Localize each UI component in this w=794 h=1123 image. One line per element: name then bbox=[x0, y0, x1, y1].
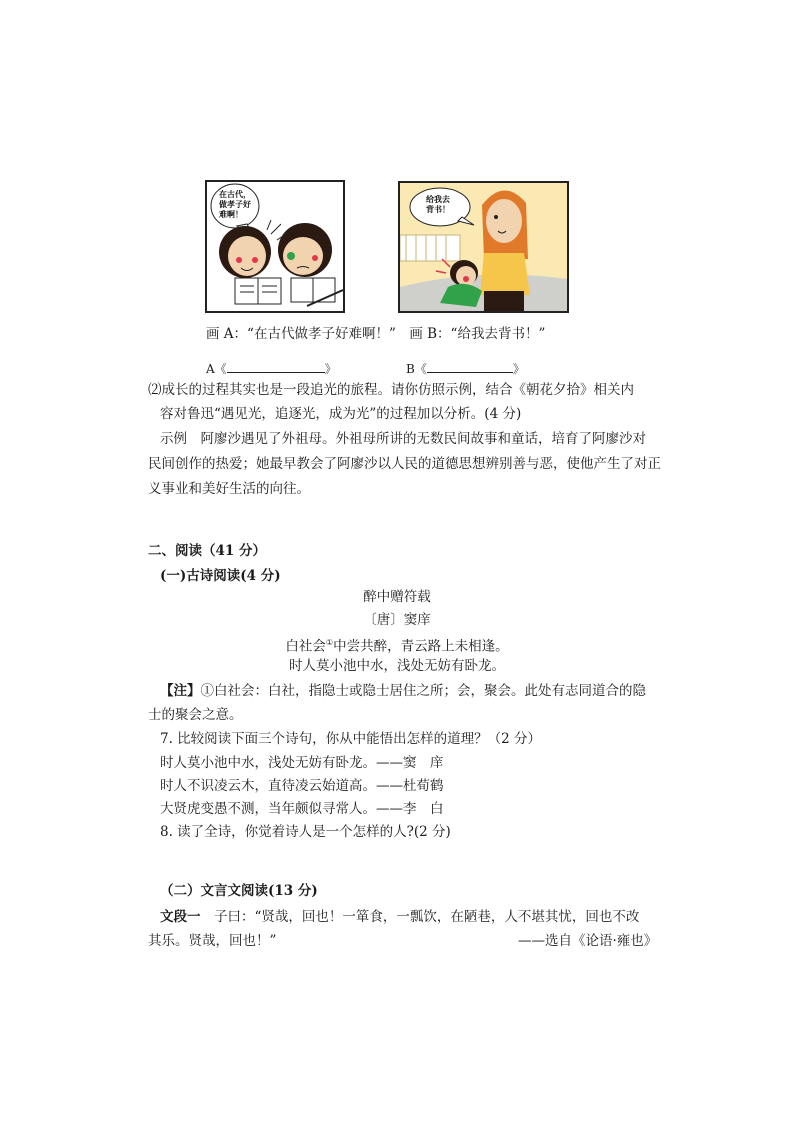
passage-line: 其乐。贤哉，回也！” bbox=[148, 933, 277, 949]
example-line: 民间创作的热爱；她最早教会了阿廖沙以人民的道德思想辨别善与恶，使他产生了对正 bbox=[148, 456, 661, 472]
panel-a-bubble-line: 在古代， bbox=[219, 190, 251, 199]
answer-a-field[interactable] bbox=[227, 360, 325, 373]
panel-a-bubble-line: 做孝子好 bbox=[219, 200, 251, 209]
question-7: 7. 比较阅读下面三个诗句，你从中能悟出怎样的道理？（2 分） bbox=[160, 731, 542, 747]
question-8: 8. 读了全诗，你觉着诗人是一个怎样的人?(2 分) bbox=[160, 824, 451, 840]
panel-b-bubble-line: 给我去 bbox=[426, 195, 450, 204]
section-title: 二、阅读（41 分） bbox=[148, 543, 266, 559]
q2-line: ⑵成长的过程其实也是一段追光的旅程。请你仿照示例，结合《朝花夕拾》相关内 bbox=[148, 382, 634, 398]
q7-verse: 时人莫小池中水，浅处无妨有卧龙。——窦 庠 bbox=[160, 755, 444, 771]
example-line: 示例 阿廖沙遇见了外祖母。外祖母所讲的无数民间故事和童话，培育了阿廖沙对 bbox=[160, 431, 646, 447]
comic-panel-a bbox=[205, 180, 345, 313]
panel-b-bubble bbox=[426, 195, 450, 215]
passage-source: ——选自《论语·雍也》 bbox=[518, 933, 658, 949]
panel-a-bubble-line: 难啊！ bbox=[219, 210, 243, 219]
note-text: ①白社会：白社，指隐士或隐士居住之所；会，聚会。此处有志同道合的隐 bbox=[200, 683, 646, 699]
poem-line-text: 中尝共醉，青云路上未相逢。 bbox=[333, 638, 509, 655]
poem-line bbox=[0, 632, 794, 658]
classical-title: （二）文言文阅读(13 分) bbox=[160, 883, 318, 899]
answer-b-suffix: 》 bbox=[512, 362, 525, 376]
panel-b-bubble-line: 背书！ bbox=[426, 205, 450, 214]
poem-note-marker: ① bbox=[325, 638, 334, 647]
note-line bbox=[160, 679, 690, 703]
answer-a-suffix: 》 bbox=[324, 362, 337, 376]
example-line: 义事业和美好生活的向往。 bbox=[148, 481, 310, 497]
note-line: 士的聚会之意。 bbox=[148, 707, 243, 723]
answer-b-blank bbox=[406, 360, 525, 378]
note-label: 【注】 bbox=[160, 683, 201, 699]
q7-verse: 时人不识凌云木，直待凌云始道高。——杜荀鹤 bbox=[160, 778, 444, 794]
q2-line: 容对鲁迅“遇见光，追逐光，成为光”的过程加以分析。(4 分) bbox=[160, 406, 522, 422]
passage-text: 子曰：“贤哉，回也！一箪食，一瓢饮，在陋巷，人不堪其忧，回也不改 bbox=[214, 909, 640, 925]
passage-label: 文段一 bbox=[160, 909, 201, 925]
poem-line-text: 白社会 bbox=[285, 638, 326, 655]
poem-title: 醉中赠符载 bbox=[363, 589, 431, 605]
answer-a-blank bbox=[206, 360, 337, 378]
poem-line: 时人莫小池中水，浅处无妨有卧龙。 bbox=[289, 658, 505, 674]
comic-caption: 画 A：“在古代做孝子好难啊！” 画 B：“给我去背书！” bbox=[206, 326, 546, 342]
panel-a-bubble bbox=[219, 190, 251, 220]
poetry-title: (一)古诗阅读(4 分) bbox=[160, 568, 281, 584]
passage-line bbox=[160, 905, 690, 929]
answer-b-field[interactable] bbox=[427, 360, 513, 373]
answer-a-prefix: A《 bbox=[206, 362, 227, 376]
q7-verse: 大贤虎变愚不测，当年颇似寻常人。——李 白 bbox=[160, 801, 444, 817]
comic-panel-b bbox=[398, 181, 569, 313]
poem-author: 〔唐〕窦庠 bbox=[363, 612, 431, 628]
answer-b-prefix: B《 bbox=[406, 362, 427, 376]
